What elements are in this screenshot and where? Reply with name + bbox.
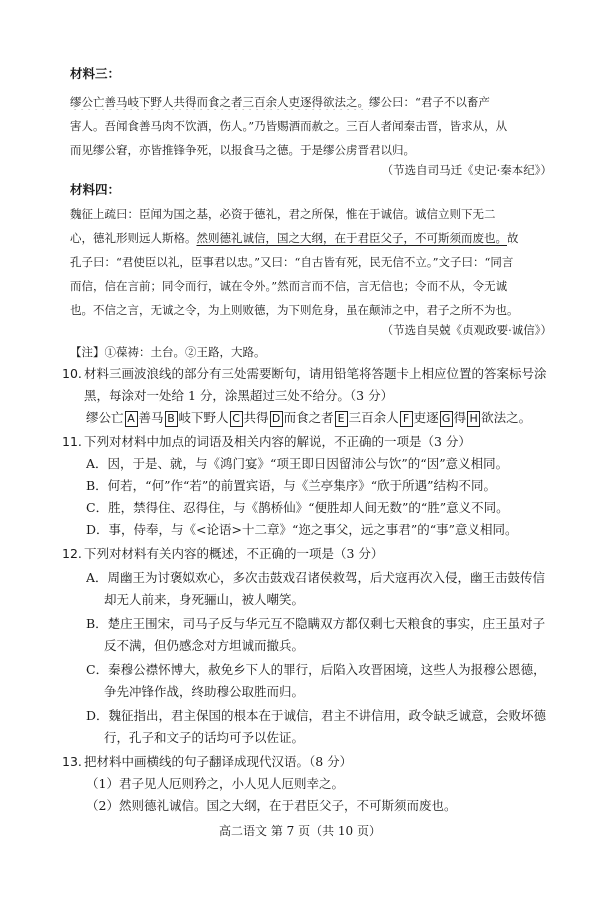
q10-segment: 欲法之。: [481, 410, 532, 425]
q10-box-a[interactable]: A: [125, 411, 138, 427]
material4-underlined-sentence: 然则德礼诚信，国之大纲，在于君臣父子，不可斯须而废也。: [196, 231, 507, 245]
material4-line-5: 也。不信之言，无诚之令，为上则败德，为下则危身，虽在颠沛之中，君子之所不为也。: [70, 303, 519, 317]
page-footer: 高二语文 第 7 页（共 10 页）: [219, 824, 381, 838]
q11-option-a[interactable]: A．因，于是、就，与《鸿门宴》“项王即日因留沛公与饮”的“因”意义相同。: [86, 456, 509, 471]
q12-stem-line: [62, 544, 552, 564]
q10-segment: 而食之者: [283, 410, 334, 425]
q10-line-1: [62, 364, 552, 384]
material4-line2-start: 心，德礼形则远人斯格。: [70, 231, 197, 245]
q13-stem: 把材料中画横线的句子翻译成现代汉语。（8 分）: [84, 754, 353, 769]
material4-line2-end: 故: [507, 231, 519, 245]
q11-stem-line: [62, 432, 552, 452]
q10-box-b[interactable]: B: [165, 411, 178, 427]
q12-option-c-cont: 争先冲锋作战，终助穆公取胜而归。: [104, 684, 305, 699]
q10-box-e[interactable]: E: [335, 411, 348, 427]
material3-heading: 材料三：: [70, 66, 121, 81]
q10-segment: 岐下野人: [178, 410, 229, 425]
material4-line-1: 魏征上疏曰：臣闻为国之基，必资于德礼，君之所保，惟在于诚信。诚信立则下无二: [70, 207, 496, 221]
q12-option-a[interactable]: A．周幽王为讨褒姒欢心，多次击鼓戏召诸侯救驾，后犬寇再次入侵，幽王击鼓传信: [86, 570, 546, 585]
q12-option-b-cont: 反不满，但仍感念对方坦诚而撤兵。: [104, 638, 305, 653]
material3-wavy-sentence: 缪公亡善马岐下野人共得而食之者三百余人吏逐得欲法之。: [70, 95, 369, 109]
q13-sentence-1: （1）君子见人厄则矜之，小人见人厄则幸之。: [86, 776, 344, 791]
q10-segment: 得: [453, 410, 467, 425]
q10-box-h[interactable]: H: [467, 411, 480, 427]
q10-segment: 善马: [138, 410, 164, 425]
q11-option-b[interactable]: B．何若，“何”作“若”的前置宾语，与《兰亭集序》“欣于所遇”结构不同。: [86, 478, 497, 493]
q11-option-d[interactable]: D．事，侍奉，与《<论语>十二章》“迩之事父，远之事君”的“事”意义相同。: [86, 522, 518, 537]
q12-number: 12.: [62, 546, 82, 561]
q12-stem: 下列对材料有关内容的概述，不正确的一项是（3 分）: [84, 546, 384, 561]
material3-line-2: 害人。吾闻食善马肉不饮酒，伤人。”乃皆赐酒而赦之。三百人者闻秦击晋，皆求从，从: [70, 119, 508, 133]
material4-line-2: [70, 230, 552, 246]
material3-source: （节选自司马迁《史记·秦本纪》）: [381, 163, 552, 177]
q10-box-c[interactable]: C: [230, 411, 243, 427]
material4-source: （节选自吴兢《贞观政要·诚信》）: [381, 323, 552, 337]
q10-number: 10.: [62, 366, 82, 381]
material4-line-4: 而信，信在言前；同令而行，诚在令外。”然而言而不信，言无信也；令而不从，令无诚: [70, 279, 508, 293]
material3-quote-start: 缪公曰：“君子不以畜产: [369, 95, 490, 109]
q10-segment: 共得: [243, 410, 269, 425]
annotation-note: 【注】①葆祷：土台。②王路，大路。: [70, 345, 266, 359]
q10-segmentation-line: [86, 408, 552, 428]
q12-option-c[interactable]: C．秦穆公襟怀博大，赦免乡下人的罪行，后陷入攻晋困境，这些人为报穆公恩德，: [86, 662, 546, 677]
q12-option-a-cont: 却无人前来，身死骊山，被人嘲笑。: [104, 592, 305, 607]
q13-number: 13.: [62, 754, 82, 769]
q10-box-f[interactable]: F: [400, 411, 413, 427]
q10-segment: 吏逐: [413, 410, 439, 425]
q11-stem: 下列对材料中加点的词语及相关内容的解说，不正确的一项是（3 分）: [84, 434, 471, 449]
q13-sentence-2: （2）然则德礼诚信。国之大纲，在于君臣父子，不可斯须而废也。: [86, 798, 457, 813]
q12-option-d[interactable]: D．魏征指出，君主保国的根本在于诚信，君主不讲信用，政令缺乏诚意，会败坏德: [86, 708, 547, 723]
material4-heading: 材料四：: [70, 182, 121, 197]
material3-line-3: 而见缪公窘，亦皆推锋争死，以报食马之德。于是缪公虏晋君以归。: [70, 143, 415, 157]
q10-stem-1: 材料三画波浪线的部分有三处需要断句，请用铅笔将答题卡上相应位置的答案标号涂: [84, 366, 547, 381]
q10-segment: 三百余人: [348, 410, 399, 425]
q10-segment: 缪公亡: [86, 410, 124, 425]
material4-line-3: 孔子曰：“君使臣以礼，臣事君以忠。”又曰：“自古皆有死，民无信不立。”文子曰：“同言: [70, 255, 514, 269]
q12-option-b[interactable]: B．楚庄王围宋，司马子反与华元互不隐瞒双方都仅剩七天粮食的事实，庄王虽对子: [86, 616, 546, 631]
q10-box-d[interactable]: D: [270, 411, 283, 427]
q12-option-d-cont: 行，孔子和文子的话均可予以佐证。: [104, 730, 305, 745]
q11-option-c[interactable]: C．胜，禁得住、忍得住，与《鹊桥仙》“便胜却人间无数”的“胜”意义不同。: [86, 500, 509, 515]
q11-number: 11.: [62, 434, 82, 449]
q13-stem-line: [62, 752, 552, 772]
material3-line-1: [70, 94, 552, 110]
q10-box-g[interactable]: G: [440, 411, 453, 427]
q10-line-2: 黑，每涂对一处给 1 分，涂黑超过三处不给分。（3 分）: [84, 388, 394, 403]
